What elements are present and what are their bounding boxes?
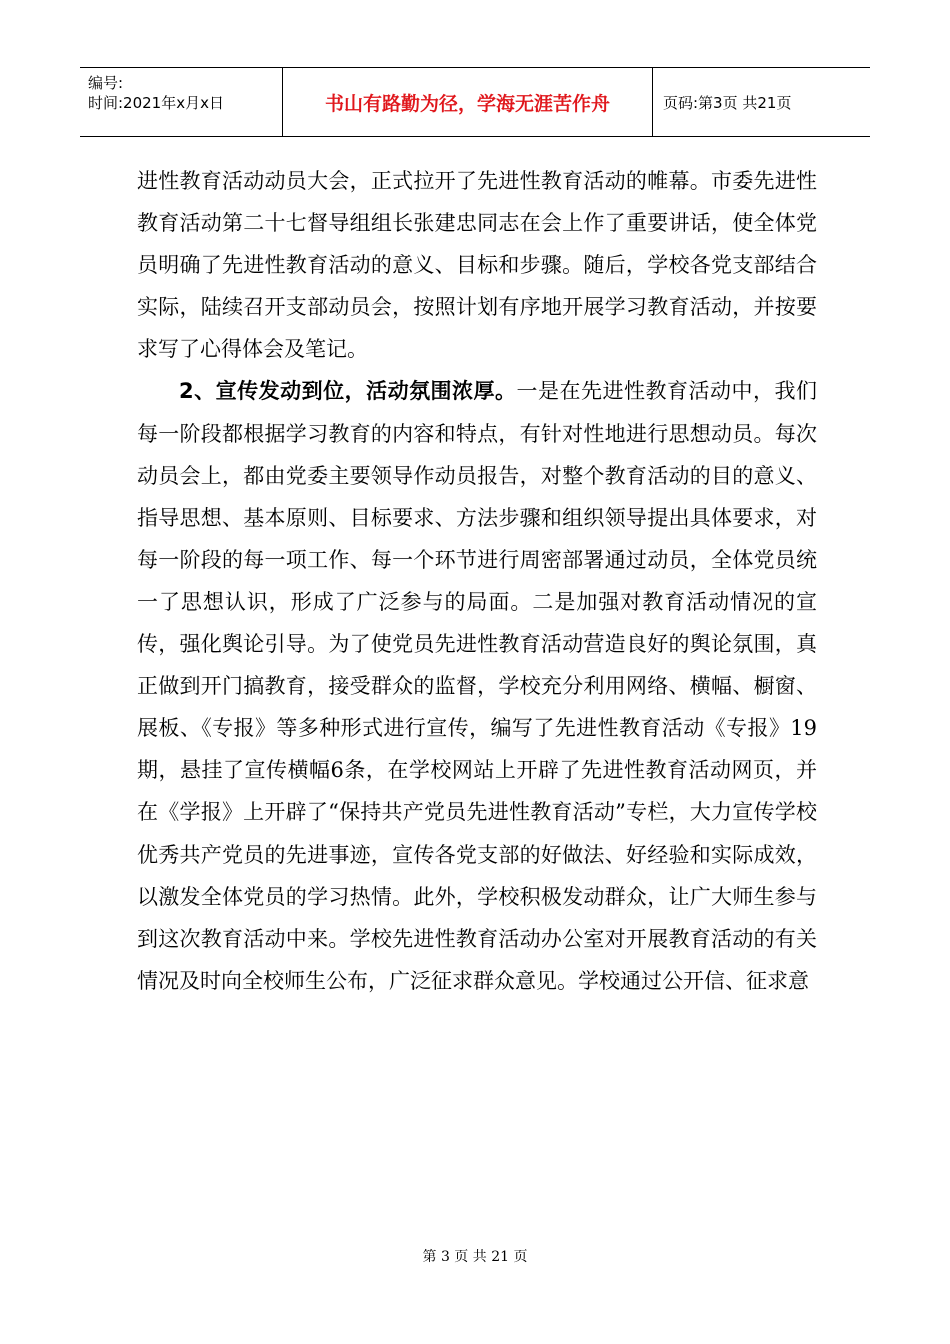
paragraph-1: 进性教育活动动员大会，正式拉开了先进性教育活动的帷幕。市委先进性教育活动第二十七督导组组长张建忠同志在会上作了重要讲话，使全体党员明确了先进性教育活动的意义、目标和步骤。随后，学校各党支部结合实际，陆续召开支部动员会，按照计划有序地开展学习教育活动，并按要求写了心得体会及笔记。 [137, 169, 817, 362]
page-header [80, 67, 870, 137]
number-label: 编号: [88, 74, 124, 92]
header-meta [80, 68, 283, 136]
paragraph-2-heading: 2、宣传发动到位，活动氛围浓厚。 [179, 379, 517, 404]
paragraph-2-text: 一是在先进性教育活动中，我们每一阶段都根据学习教育的内容和特点，有针对性地进行思想动员。每次动员会上，都由党委主要领导作动员报告，对整个教育活动的目的意义、指导思想、基本原则、目标要求、方法步骤和组织领导提出具体要求，对每一阶段的每一项工作、每一个环节进行周密部署通过动员，全体党员统一了思想认识，形成了广泛参与的局面。二是加强对教育活动情况的宣传，强化舆论引导。为了使党员先进性教育活动营造良好的舆论氛围，真正做到开门搞教育，接受群众的监督，学校充分利用网络、横幅、橱窗、展板、《专报》等多种形式进行宣传，编写了先进性教育活动《专报》19期，悬挂了宣传横幅6条，在学校网站上开辟了先进性教育活动网页，并在《学报》上开辟了“保持共产党员先进性教育活动”专栏，大力宣传学校优秀共产党员的先进事迹，宣传各党支部的好做法、好经验和实际成效，以激发全体党员的学习热情。此外，学校积极发动群众，让广大师生参与到这次教育活动中来。学校先进性教育活动办公室对开展教育活动的有关情况及时向全校师生公布，广泛征求群众意见。学校通过公开信、征求意 [137, 379, 817, 993]
time-label: 时间:2021年x月x日 [88, 94, 224, 112]
document-body [137, 160, 817, 1002]
motto-text: 书山有路勤为径，学海无涯苦作舟 [283, 68, 653, 136]
page-footer: 第 3 页 共 21 页 [422, 1249, 528, 1265]
paragraph-2 [137, 370, 817, 1001]
page-info: 页码:第3页 共21页 [663, 93, 792, 112]
